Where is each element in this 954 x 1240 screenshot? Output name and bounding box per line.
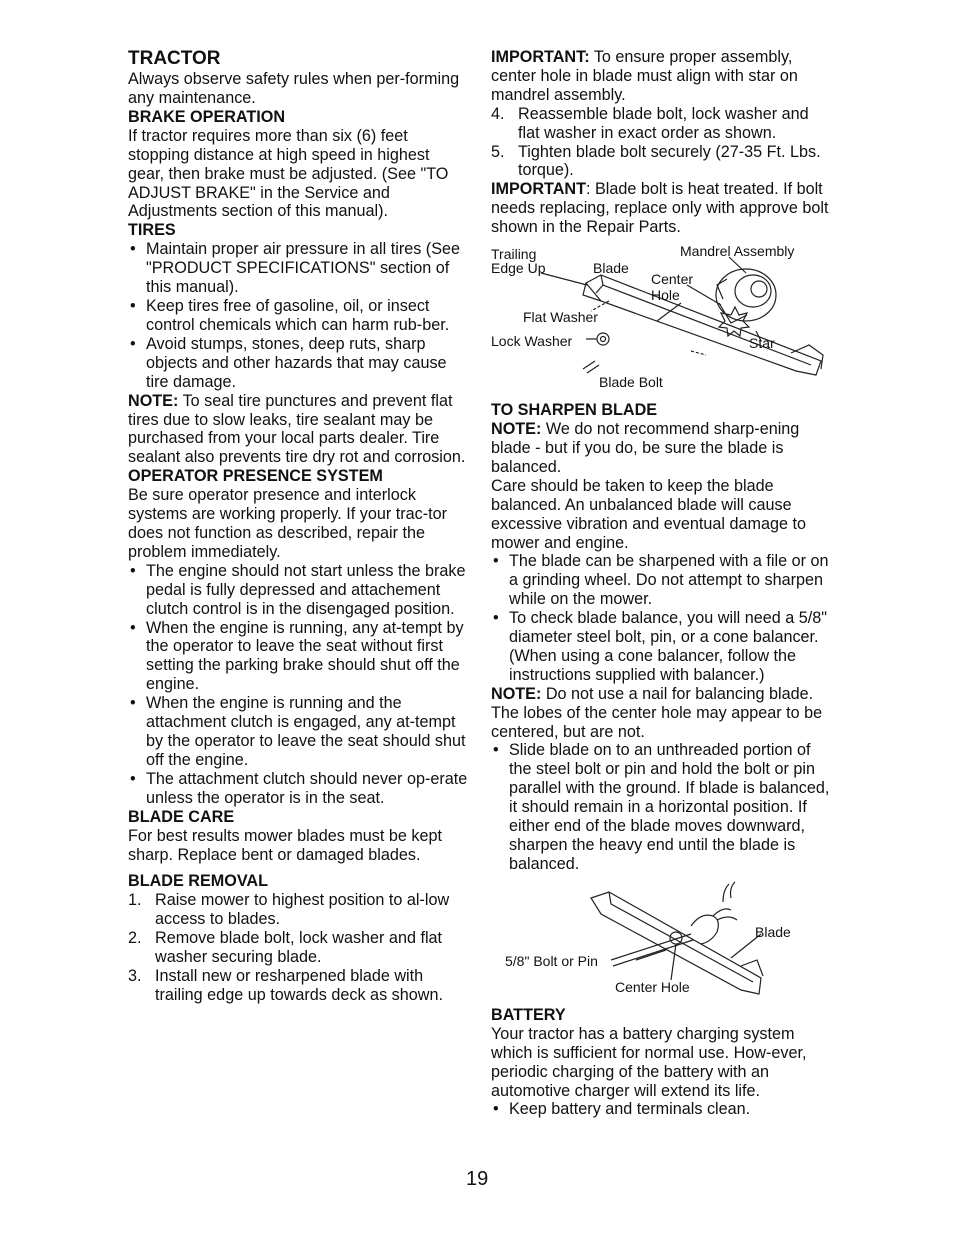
list-item: • The blade can be sharpened with a file or on a grinding wheel. Do not attempt to sharpen while on the mower. [491, 552, 831, 609]
heading-tires: TIRES [128, 221, 176, 240]
label-blade-bolt: Blade Bolt [599, 374, 663, 391]
step-text: Install new or resharpened blade with trailing edge up towards deck as shown. [155, 967, 443, 1004]
step-text: Tighten blade bolt securely (27-35 Ft. Lbs. torque). [518, 142, 821, 180]
list-item: • The attachment clutch should never op-erate unless the operator is in the seat. [128, 770, 468, 808]
important-label: IMPORTANT [491, 180, 587, 199]
list-item [491, 143, 831, 181]
battery-text: Your tractor has a battery charging system which is sufficient for normal use. How-ever, periodic charging of the battery with an automotive charger will extend its life. [491, 1024, 807, 1100]
label-center: Center [651, 271, 694, 288]
brake-text: If tractor requires more than six (6) feet stopping distance at high speed in highest gear, then brake must be adjusted. (See "TO ADJUST BRAKE" in the Service and Adjustments section of this manual). [128, 126, 449, 221]
label-star: Star [749, 335, 775, 352]
sharpen-list [491, 552, 831, 684]
list-item: • When the engine is running and the attachment clutch is engaged, any at-tempt by the operator to leave the seat should shut off the engine. [128, 694, 468, 770]
list-item [128, 891, 468, 929]
step-text: Remove blade bolt, lock washer and flat washer securing blade. [155, 929, 443, 967]
important-text: : Blade bolt is heat treated. If bolt needs replacing, replace only with approve bolt shown in the Repair Parts. [491, 180, 829, 237]
label-edge-up: Edge Up [491, 260, 546, 277]
step-number: 5. [491, 142, 505, 161]
note-text: To seal tire punctures and prevent flat tires due to slow leaks, tire sealant may be purchased from your local parts dealer. Tire sealant also prevents tire dry rot and corrosion. [128, 391, 466, 467]
step-text: Raise mower to highest position to al-low access to blades. [155, 891, 450, 929]
heading-operator-presence: OPERATOR PRESENCE SYSTEM [128, 467, 383, 486]
note-text: We do not recommend sharp-ening blade - but if you do, be sure the blade is balanced. [491, 420, 800, 476]
heading-brake-operation: BRAKE OPERATION [128, 107, 286, 126]
label-flat-washer: Flat Washer [523, 309, 598, 326]
list-item: • Maintain proper air pressure in all tires (See "PRODUCT SPECIFICATIONS" section of this manual). [128, 240, 468, 297]
step-text: Reassemble blade bolt, lock washer and flat washer in exact order as shown. [518, 104, 809, 142]
note-label: NOTE: [128, 391, 179, 410]
list-item: • Slide blade on to an unthreaded portion of the steel bolt or pin and hold the bolt or pin parallel with the ground. If blade is balanced, it should remain in a horizontal position. If either end of the blade moves downward, sharpen the heavy end until the blade is balanced. [491, 741, 831, 873]
left-column [128, 48, 468, 1005]
list-item: • Avoid stumps, stones, deep ruts, sharp objects and other hazards that may cause tire damage. [128, 335, 468, 392]
list-item [128, 967, 468, 1005]
heading-blade-removal: BLADE REMOVAL [128, 872, 268, 891]
step-number: 1. [128, 891, 142, 910]
list-item: • The engine should not start unless the brake pedal is fully depressed and attachement clutch control is in the disengaged position. [128, 562, 468, 619]
ops-text: Be sure operator presence and interlock systems are working properly. If your trac-tor does not function as described, repair the problem immediately. [128, 486, 448, 561]
list-item: • When the engine is running, any at-tempt by the operator to leave the seat without first setting the parking brake should shut off the engine. [128, 619, 468, 695]
battery-list [491, 1100, 831, 1119]
important-heat-treated [491, 180, 831, 237]
label-blade: Blade [593, 260, 629, 277]
blade-assembly-figure [491, 243, 831, 401]
label-trailing: Trailing [491, 246, 537, 263]
blade-care-text: For best results mower blades must be kept sharp. Replace bent or damaged blades. [128, 826, 442, 864]
step-number: 2. [128, 929, 142, 948]
balance-note [491, 685, 831, 742]
important-assembly [491, 48, 831, 105]
note-label: NOTE: [491, 420, 542, 439]
important-text: To ensure proper assembly, center hole in blade must align with star on mandrel assembly. [491, 48, 798, 104]
right-column [491, 48, 831, 1119]
list-item [128, 929, 468, 967]
blade-removal-steps [128, 891, 468, 1004]
label-hole: Hole [651, 287, 680, 304]
balance-list [491, 741, 831, 873]
intro-text: Always observe safety rules when per-forming any maintenance. [128, 70, 460, 107]
list-item [491, 105, 831, 143]
note-label: NOTE: [491, 684, 542, 703]
important-label: IMPORTANT: [491, 48, 590, 66]
list-item: • To check blade balance, you will need a 5/8" diameter steel bolt, pin, or a cone balancer. (When using a cone balancer, follow the instructions supplied with balancer.) [491, 609, 831, 685]
label-lock-washer: Lock Washer [491, 333, 573, 350]
label-blade: Blade [755, 923, 791, 940]
heading-blade-care: BLADE CARE [128, 807, 235, 826]
note-text: Do not use a nail for balancing blade. The lobes of the center hole may appear to be centered, but are not. [491, 684, 823, 741]
step-number: 3. [128, 967, 142, 986]
tires-note [128, 392, 468, 468]
tires-list [128, 240, 468, 391]
step-number: 4. [491, 104, 505, 123]
reassembly-steps [491, 105, 831, 181]
heading-to-sharpen-blade: TO SHARPEN BLADE [491, 401, 658, 420]
page-number: 19 [466, 1168, 489, 1190]
sharpen-text: Care should be taken to keep the blade balanced. An unbalanced blade will cause excessive vibration and eventual damage to mower and engine. [491, 476, 806, 552]
heading-battery: BATTERY [491, 1005, 566, 1024]
ops-list [128, 562, 468, 808]
sharpen-note [491, 420, 831, 477]
blade-balance-figure [491, 878, 831, 1006]
label-bolt-or-pin: 5/8" Bolt or Pin [505, 952, 598, 969]
label-center-hole: Center Hole [615, 978, 690, 995]
list-item: • Keep tires free of gasoline, oil, or insect control chemicals which can harm rub-ber. [128, 297, 468, 335]
section-title-tractor: TRACTOR [128, 48, 221, 69]
list-item: • Keep battery and terminals clean. [491, 1100, 831, 1119]
label-mandrel-assembly: Mandrel Assembly [680, 243, 795, 260]
